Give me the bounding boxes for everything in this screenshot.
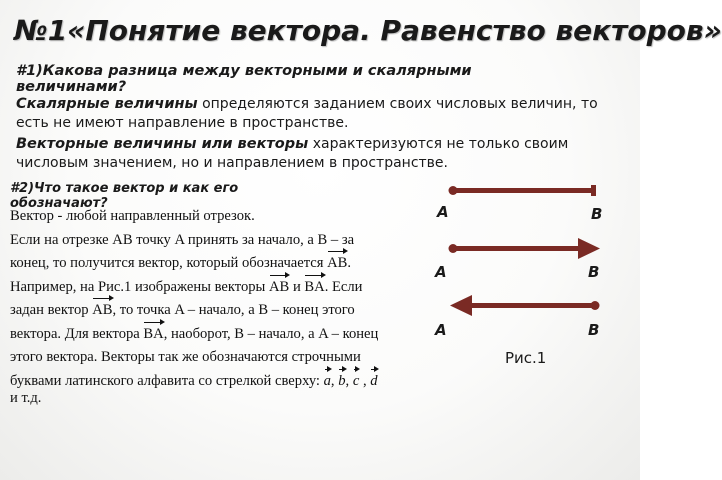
label-a-1: A: [437, 203, 449, 221]
line-3: конец, то получится вектор, который обозначается AB.: [10, 252, 420, 276]
vector-c: c: [353, 370, 359, 394]
vector-text: характеризуются не только своим числовым значением, но и направлением в пространстве.: [16, 136, 569, 171]
vector-ba: BA: [143, 323, 163, 347]
vector-ab-arrow: [449, 238, 601, 259]
vector-term: Векторные величины или векторы: [16, 136, 309, 152]
slide-title: №1«Понятие вектора. Равенство векторов»: [14, 14, 722, 47]
scalar-paragraph: [16, 95, 626, 133]
label-b-2: B: [588, 263, 600, 281]
label-a-3: A: [435, 321, 447, 339]
scalar-text: определяются заданием своих числовых величин, то есть не имеют направление в пространстве.: [16, 96, 598, 131]
line-8: буквами латинского алфавита со стрелкой сверху: a, b, c , d: [10, 370, 420, 394]
figure-caption: Рис.1: [505, 349, 547, 367]
vector-ab: AB: [327, 252, 347, 276]
vector-ab: AB: [92, 299, 112, 323]
question-2: #2)Что такое вектор и как его обозначают?: [10, 181, 239, 211]
line-6: вектора. Для вектора BA, наоборот, B – начало, а A – конец: [10, 323, 420, 347]
vector-ba: BA: [304, 276, 324, 300]
vector-b: b: [338, 370, 345, 394]
vector-ba-arrow: [450, 295, 600, 316]
line-5: задан вектор AB, то точка A – начало, а B – конец этого: [10, 299, 420, 323]
line-7: этого вектора. Векторы так же обозначаются строчными: [10, 349, 361, 365]
line-1: Вектор - любой направленный отрезок.: [10, 208, 255, 224]
line-9: и т.д.: [10, 390, 42, 406]
vector-a: a: [324, 370, 331, 394]
vector-ab: AB: [269, 276, 289, 300]
line-4: Например, на Рис.1 изображены векторы AB и BA. Если: [10, 276, 420, 300]
vector-paragraph: [16, 135, 626, 173]
vector-d: d: [370, 370, 377, 394]
label-b-3: B: [588, 321, 600, 339]
label-b-1: B: [591, 205, 603, 223]
segment-ab: [449, 185, 597, 196]
line-2: Если на отрезке AB точку A принять за начало, а B – за: [10, 231, 355, 248]
scalar-term: Скалярные величины: [16, 96, 198, 112]
question-1: #1)Какова разница между векторными и скалярными величинами?: [16, 63, 472, 95]
label-a-2: A: [435, 263, 447, 281]
definition-text: [10, 205, 420, 411]
